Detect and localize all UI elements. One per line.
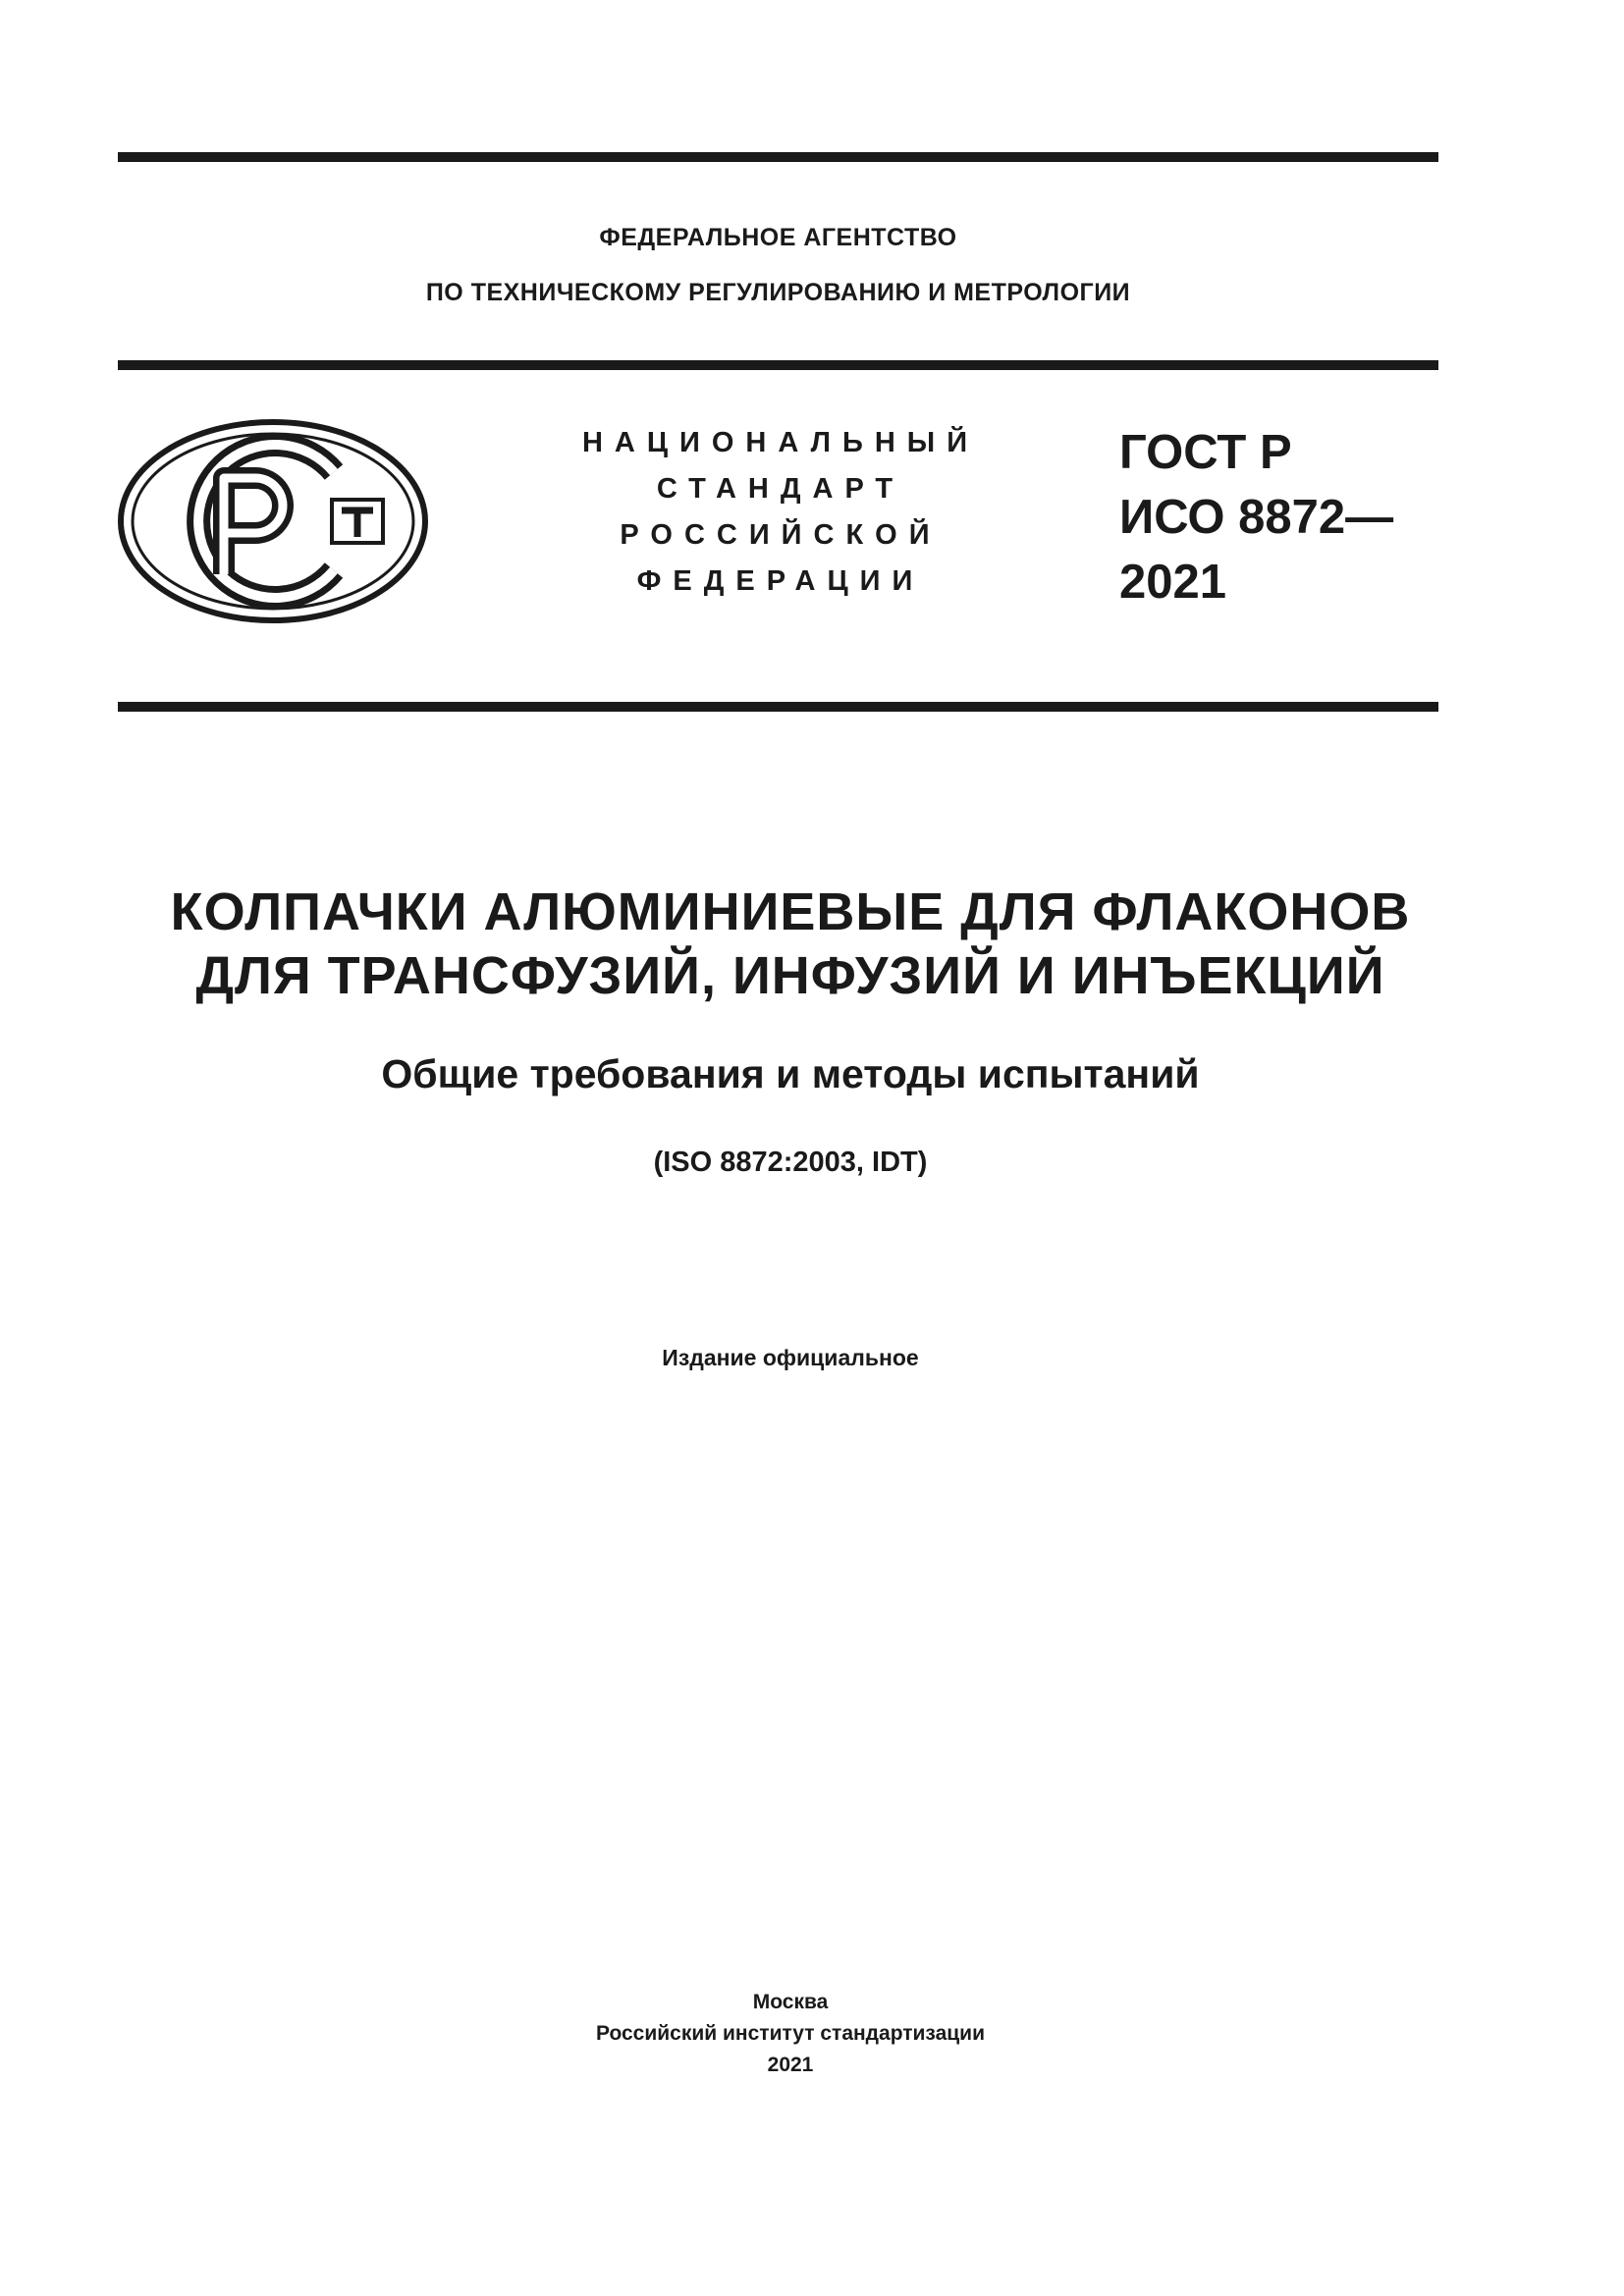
- imprint: [59, 1987, 1522, 2081]
- designation-line-1: ГОСТ Р: [1119, 426, 1292, 479]
- iso-reference: (ISO 8872:2003, IDT): [653, 1147, 928, 1178]
- national-standard-line-4: ФЕДЕРАЦИИ: [636, 565, 925, 597]
- title-line-2: ДЛЯ ТРАНСФУЗИЙ, ИНФУЗИЙ И ИНЪЕКЦИЙ: [195, 946, 1385, 1005]
- agency-line-2: ПО ТЕХНИЧЕСКОМУ РЕГУЛИРОВАНИЮ И МЕТРОЛОГИИ: [425, 279, 1131, 306]
- title-line-1: КОЛПАЧКИ АЛЮМИНИЕВЫЕ ДЛЯ ФЛАКОНОВ: [170, 882, 1411, 941]
- national-standard-label: [530, 420, 1031, 605]
- document-subtitle: Общие требования и методы испытаний: [381, 1051, 1200, 1096]
- national-standard-line-2: СТАНДАРТ: [656, 473, 905, 505]
- imprint-year: 2021: [767, 2054, 814, 2076]
- top-rule: [118, 152, 1438, 162]
- designation-line-3: 2021: [1119, 556, 1227, 609]
- national-standard-line-3: РОССИЙСКОЙ: [620, 519, 942, 551]
- edition-note: Издание официальное: [662, 1345, 919, 1370]
- standard-designation: [1119, 420, 1434, 614]
- designation-line-2: ИСО 8872—: [1119, 491, 1394, 544]
- header-bottom-rule: [118, 702, 1438, 712]
- imprint-city: Москва: [752, 1991, 829, 2013]
- agency-line-1: ФЕДЕРАЛЬНОЕ АГЕНТСТВО: [599, 224, 957, 251]
- agency-bottom-rule: [118, 360, 1438, 370]
- national-standard-line-1: НАЦИОНАЛЬНЫЙ: [581, 427, 980, 458]
- rst-certification-mark-icon: [116, 417, 430, 625]
- imprint-publisher: Российский институт стандартизации: [595, 2022, 986, 2045]
- document-title: [59, 881, 1522, 1008]
